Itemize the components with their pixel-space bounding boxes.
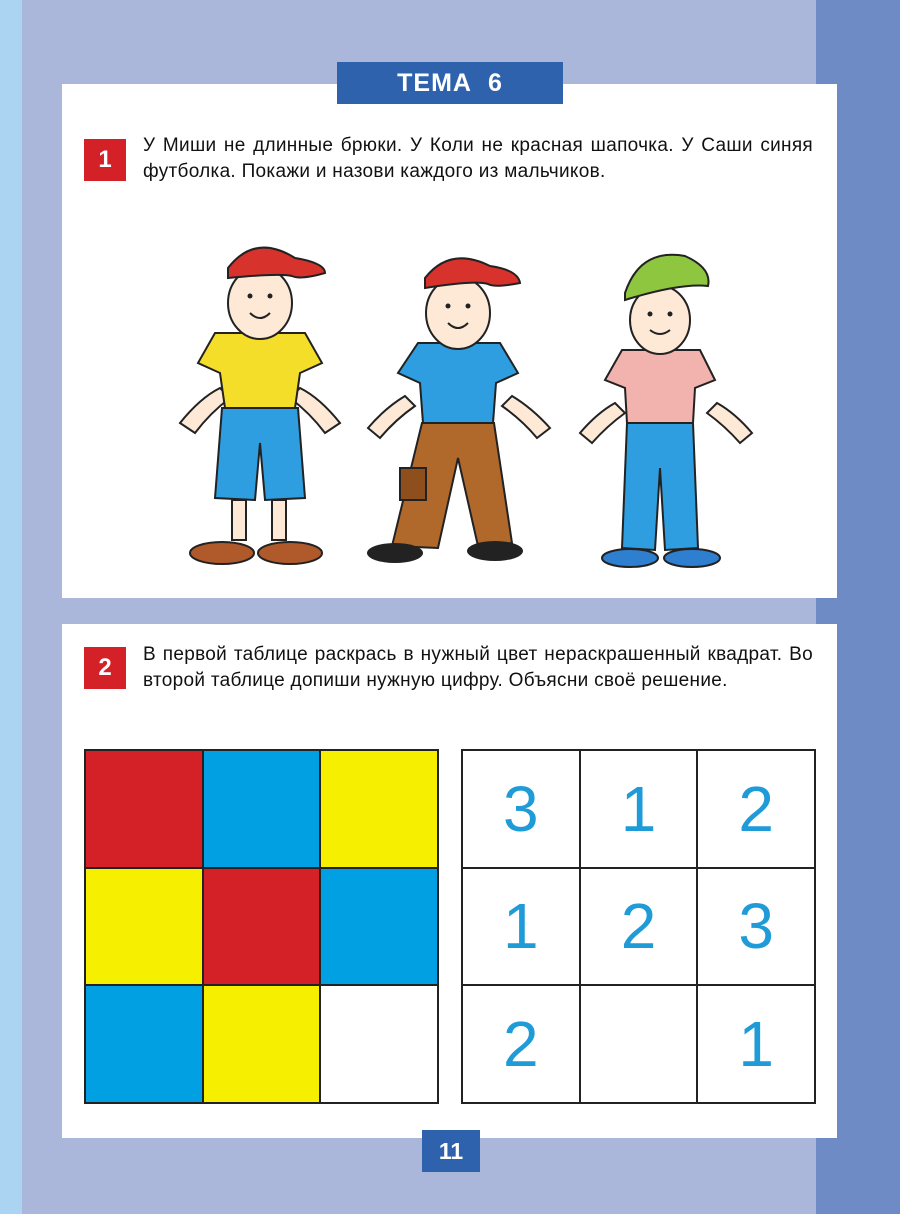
topic-banner bbox=[337, 62, 563, 104]
number-cell: 1 bbox=[580, 750, 698, 868]
topic-number: 6 bbox=[487, 68, 503, 97]
boy-kolya-figure bbox=[367, 258, 550, 563]
color-table bbox=[84, 749, 439, 1104]
number-cell-empty[interactable] bbox=[580, 985, 698, 1103]
color-cell-empty[interactable] bbox=[320, 985, 438, 1103]
color-cell[interactable] bbox=[320, 750, 438, 868]
topic-word: ТЕМА bbox=[397, 68, 472, 97]
number-cell: 1 bbox=[462, 868, 580, 986]
color-cell[interactable] bbox=[85, 750, 203, 868]
task2-number-badge: 2 bbox=[84, 647, 126, 689]
color-cell[interactable] bbox=[203, 868, 321, 986]
boy-sasha-figure bbox=[580, 255, 752, 567]
page-number: 11 bbox=[422, 1130, 480, 1172]
number-cell: 3 bbox=[462, 750, 580, 868]
color-cell[interactable] bbox=[85, 868, 203, 986]
left-stripe bbox=[0, 0, 22, 1214]
number-cell: 2 bbox=[462, 985, 580, 1103]
color-cell[interactable] bbox=[320, 868, 438, 986]
boy-misha-figure bbox=[180, 248, 340, 564]
color-cell[interactable] bbox=[203, 985, 321, 1103]
color-cell[interactable] bbox=[85, 985, 203, 1103]
color-cell[interactable] bbox=[203, 750, 321, 868]
task1-text: У Миши не длинные брюки. У Коли не красная шапочка. У Саши синяя футболка. Покажи и назови каждого из мальчиков. bbox=[143, 135, 813, 182]
number-table bbox=[461, 749, 816, 1104]
number-cell: 1 bbox=[697, 985, 815, 1103]
number-cell: 3 bbox=[697, 868, 815, 986]
boys-illustration bbox=[160, 228, 760, 578]
number-cell: 2 bbox=[580, 868, 698, 986]
task1-number-badge: 1 bbox=[84, 139, 126, 181]
number-cell: 2 bbox=[697, 750, 815, 868]
task2-text: В первой таблице раскрась в нужный цвет нераскрашенный квадрат. Во второй таблице допиши нужную цифру. Объясни своё решение. bbox=[143, 644, 813, 691]
